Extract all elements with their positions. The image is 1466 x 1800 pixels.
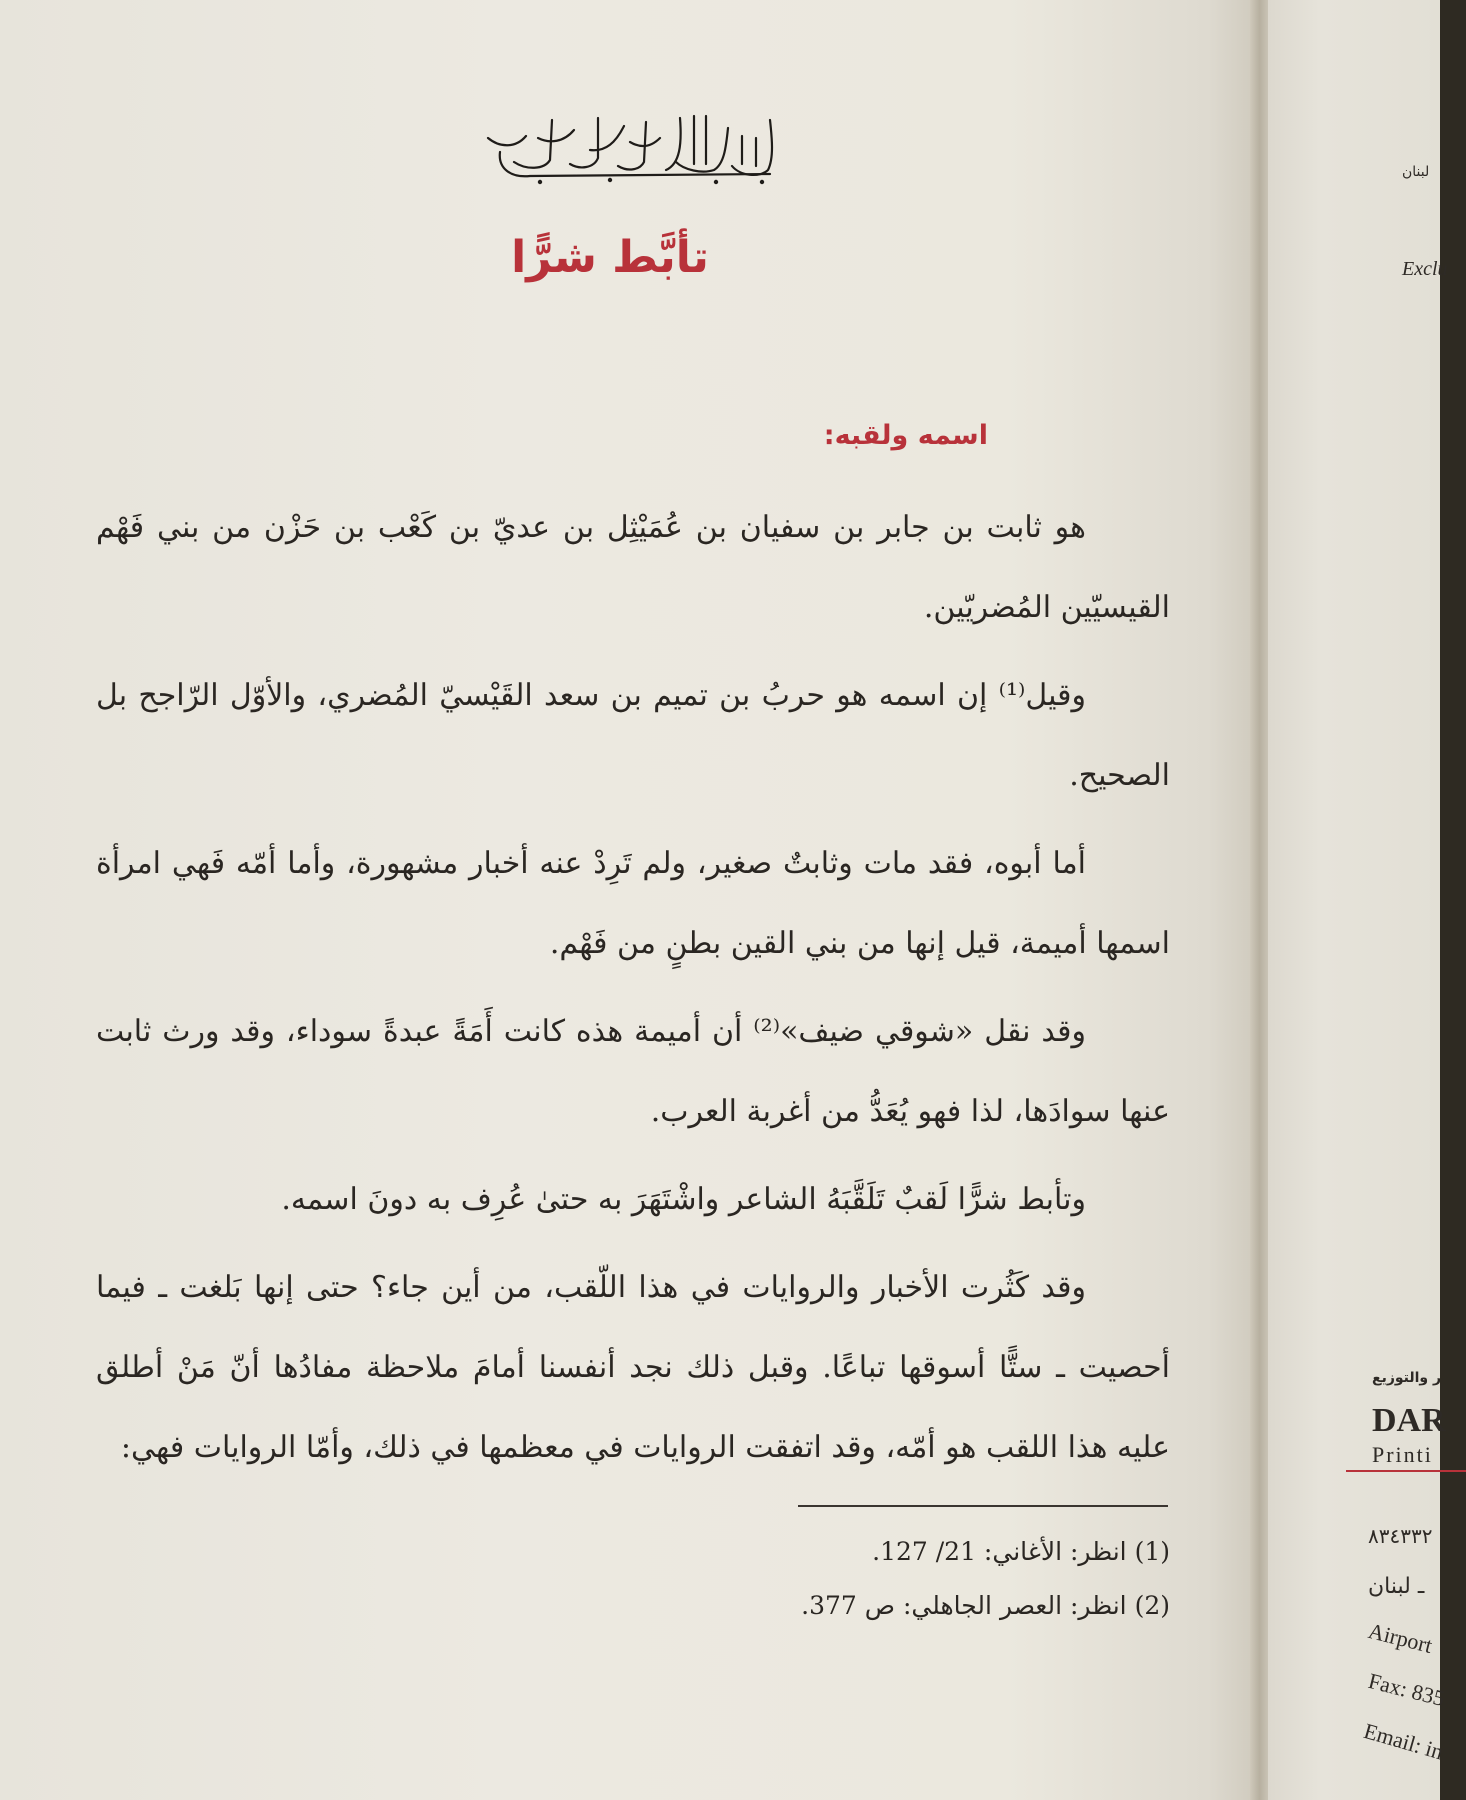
right-page-fragment: لبنان [1402, 164, 1430, 180]
footnote: (2) انظر: العصر الجاهلي: ص 377. [801, 1591, 1170, 1620]
footnote: (1) انظر: الأغاني: 21/ 127. [872, 1537, 1170, 1566]
paragraph: وقد نقل «شوقي ضيف»⁽²⁾ أن أميمة هذه كانت أَمَةً عبدةً سوداء، وقد ورث ثابت عنها سوادَها، لذا فهو يُعَدُّ من أغربة العرب. [96, 1014, 1170, 1129]
page-title: تأبَّط شرًّا [511, 232, 709, 283]
right-page-fragment: Email: in [1361, 1718, 1447, 1765]
right-page-fragment: Fax: 835 [1365, 1668, 1448, 1712]
section-heading: اسمه ولقبه: [823, 420, 988, 451]
right-page-fragment: Airport [1365, 1618, 1435, 1658]
paragraph: وقد كَثُرت الأخبار والروايات في هذا اللّقب، من أين جاء؟ حتى إنها بَلغت ـ فيما أحصيت ـ ستًّا أسوقها تباعًا. وقبل ذلك نجد أنفسنا أمامَ ملاحظة مفادُها أنّ مَنْ أطلق عليه هذا اللقب هو أمّه، وقد اتفقت الروايات في معظمها في ذلك، وأمّا الروايات فهي: [96, 1270, 1170, 1465]
right-page [1268, 0, 1448, 1800]
right-page-fragment: ـ لبنان [1368, 1574, 1425, 1599]
right-page-fragment: DAR [1372, 1402, 1446, 1439]
right-page-fragment: ر والتوزيع [1372, 1370, 1442, 1386]
right-page-fragment: ٨٣٤٣٣٢ [1368, 1524, 1433, 1548]
basmala-calligraphy [470, 108, 810, 188]
body-text [96, 488, 1170, 1496]
footnote-divider [798, 1505, 1168, 1507]
right-page-red-rule [1346, 1470, 1466, 1472]
paragraph: أما أبوه، فقد مات وثابتٌ صغير، ولم تَرِدْ عنه أخبار مشهورة، وأما أمّه فَهي امرأة اسمها أميمة، قيل إنها من بني القين بطنٍ من فَهْم. [96, 846, 1170, 961]
paragraph: هو ثابت بن جابر بن سفيان بن عُمَيْثِل بن عديّ بن كَعْب بن حَزْن من بني فَهْم القيسيّين المُضريّين. [96, 510, 1170, 625]
right-page-fragment: Exclu [1402, 258, 1448, 280]
right-page-fragment: Printi [1372, 1442, 1433, 1467]
footnotes [600, 1525, 1170, 1633]
paragraph: وقيل⁽¹⁾ إن اسمه هو حربُ بن تميم بن سعد القَيْسيّ المُضري، والأوّل الرّاجح بل الصحيح. [96, 678, 1170, 793]
paragraph: وتأبط شرًّا لَقبٌ تَلَقَّبَهُ الشاعر واشْتَهَرَ به حتىٰ عُرِف به دونَ اسمه. [281, 1182, 1086, 1217]
